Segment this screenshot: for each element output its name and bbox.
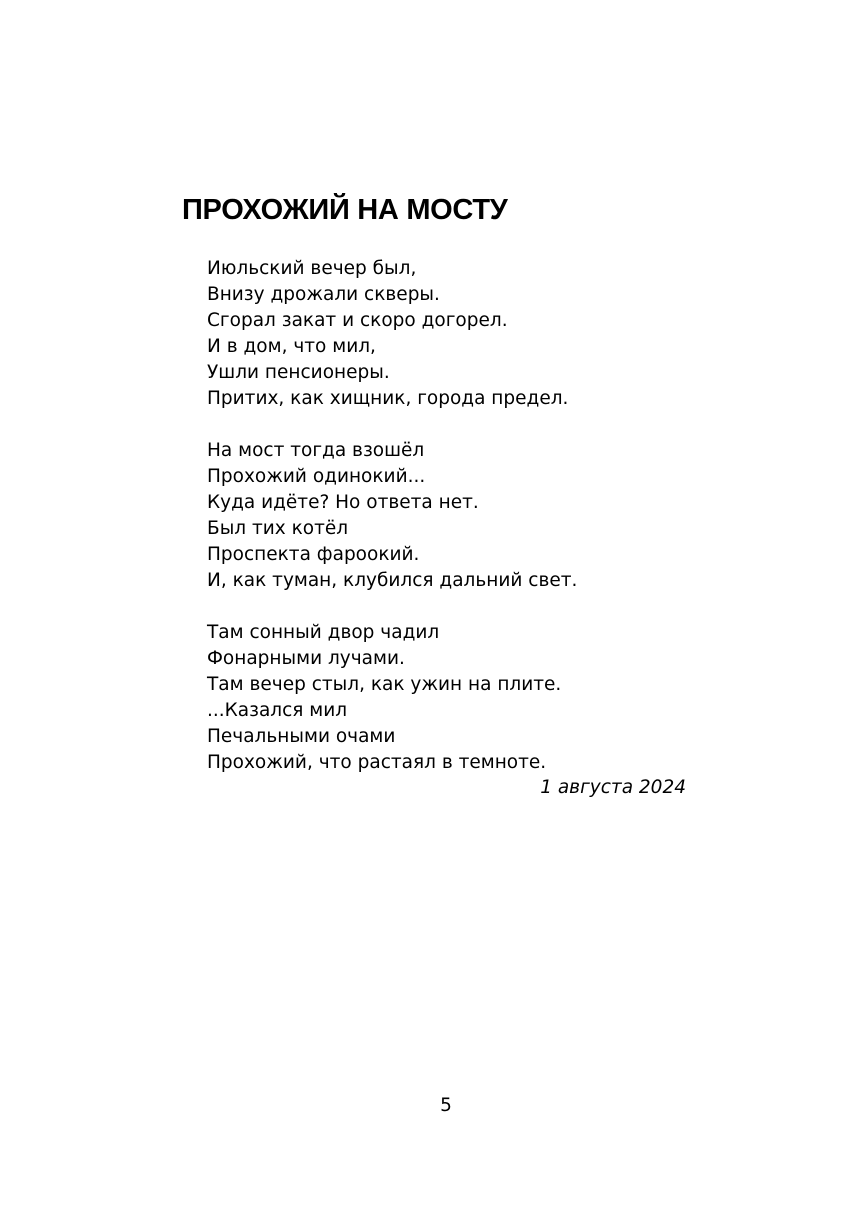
poem-line: Проспекта фароокий.: [207, 544, 420, 565]
poem-line: ...Казался мил: [207, 700, 348, 721]
poem-line: На мост тогда взошёл: [207, 440, 425, 461]
poem-line: Июльский вечер был,: [207, 258, 417, 279]
poem-line: Куда идёте? Но ответа нет.: [207, 492, 479, 513]
poem-date: 1 августа 2024: [540, 777, 686, 798]
poem-line: Там вечер стыл, как ужин на плите.: [207, 674, 562, 695]
poem-line: Печальными очами: [207, 726, 396, 747]
poem-line: Ушли пенсионеры.: [207, 362, 390, 383]
page-number: 5: [440, 1095, 452, 1116]
poem-line: Фонарными лучами.: [207, 648, 405, 669]
stanza-2: [207, 438, 577, 594]
poem-line: Сгорал закат и скоро догорел.: [207, 310, 508, 331]
poem-line: Там сонный двор чадил: [207, 622, 440, 643]
poem-line: Прохожий, что растаял в темноте.: [207, 752, 547, 773]
stanza-1: [207, 256, 577, 412]
poem-line: И, как туман, клубился дальний свет.: [207, 570, 578, 591]
poem-line: Внизу дрожали скверы.: [207, 284, 440, 305]
poem-line: Был тих котёл: [207, 518, 349, 539]
poem-title: ПРОХОЖИЙ НА МОСТУ: [182, 194, 508, 226]
poem-line: Прохожий одинокий...: [207, 466, 426, 487]
poem-body: [207, 256, 577, 802]
poem-line: И в дом, что мил,: [207, 336, 376, 357]
poem-line: Притих, как хищник, города предел.: [207, 388, 569, 409]
stanza-3: [207, 620, 577, 776]
